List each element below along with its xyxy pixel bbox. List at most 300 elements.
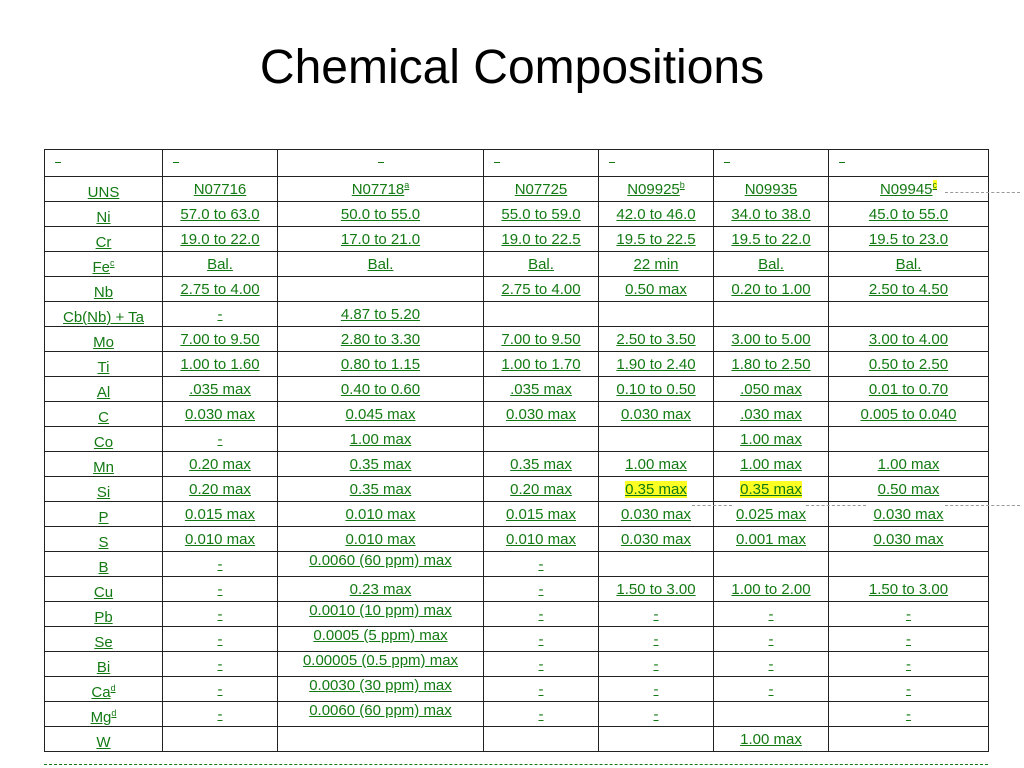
cell-value: 1.90 to 2.40 [616, 355, 696, 373]
cell-value: 1.00 max [740, 730, 802, 748]
element-label: Bi [96, 659, 111, 676]
cell-value: - [768, 655, 774, 673]
value-cell [484, 452, 599, 477]
value-cell [714, 727, 829, 752]
cell-value: 1.00 to 1.70 [501, 355, 581, 373]
cell-value: - [217, 305, 223, 323]
value-cell [829, 577, 989, 602]
element-label-cell [45, 677, 163, 702]
value-cell [599, 602, 714, 627]
value-cell [599, 702, 714, 727]
cell-value: 0.35 max [740, 480, 802, 498]
cell-value: 4.87 to 5.20 [340, 305, 421, 323]
value-cell [829, 452, 989, 477]
column-header-n09925 [599, 177, 714, 202]
column-header-n09945 [829, 177, 989, 202]
cell-value: - [768, 630, 774, 648]
table-row [45, 302, 989, 327]
value-cell [599, 452, 714, 477]
cell-value: 1.00 max [877, 455, 940, 473]
table-row [45, 427, 989, 452]
cell-value: 0.030 max [505, 405, 577, 423]
cell-value: 0.030 max [620, 530, 692, 548]
value-cell [484, 527, 599, 552]
cell-value: - [538, 630, 544, 648]
value-cell [278, 577, 484, 602]
value-cell [278, 627, 484, 652]
element-label-footnote: c [110, 258, 115, 268]
cell-value: 0.23 max [349, 580, 412, 598]
cell-value: 0.030 max [184, 405, 256, 423]
cell-value: - [906, 680, 911, 698]
element-label: Ca [91, 684, 111, 701]
page-title: Chemical Compositions [259, 41, 765, 94]
value-cell [278, 702, 484, 727]
value-cell [599, 377, 714, 402]
cell-value: 0.20 max [189, 480, 251, 498]
element-label: B [98, 559, 109, 576]
value-cell [484, 327, 599, 352]
value-cell [829, 727, 989, 752]
cell-value: - [538, 555, 544, 573]
cell-value: - [653, 680, 659, 698]
cell-value: 34.0 to 38.0 [731, 205, 811, 223]
cell-value: - [217, 605, 223, 623]
value-cell [484, 277, 599, 302]
element-label-cell [45, 302, 163, 327]
value-cell [163, 677, 278, 702]
cell-value: 0.0005 (5 ppm) max [313, 627, 448, 644]
value-cell [829, 702, 989, 727]
value-cell [278, 202, 484, 227]
table-row [45, 352, 989, 377]
value-cell [599, 277, 714, 302]
value-cell [714, 252, 829, 277]
value-cell [714, 702, 829, 727]
value-cell [163, 227, 278, 252]
value-cell [484, 602, 599, 627]
element-label: Si [96, 484, 111, 501]
value-cell [278, 252, 484, 277]
cell-value: 1.00 to 1.60 [180, 355, 260, 373]
value-cell [484, 352, 599, 377]
tracking-dashed-line-si-3 [945, 505, 1020, 506]
element-label: W [96, 734, 111, 751]
element-label: Co [93, 434, 114, 451]
cell-value: 45.0 to 55.0 [868, 205, 949, 223]
element-label: C [98, 409, 109, 426]
value-cell [278, 552, 484, 577]
value-cell [163, 577, 278, 602]
marker-cell [163, 150, 278, 177]
value-cell [714, 602, 829, 627]
cell-value: 22 min [633, 255, 679, 273]
cell-value: - [538, 680, 544, 698]
cell-value: - [768, 680, 774, 698]
value-cell [163, 527, 278, 552]
element-label: Ni [96, 209, 111, 226]
value-cell [278, 477, 484, 502]
table-row [45, 452, 989, 477]
cell-value: 0.030 max [620, 405, 692, 423]
element-label-cell [45, 502, 163, 527]
element-label-cell [45, 227, 163, 252]
value-cell [278, 602, 484, 627]
cell-value: 17.0 to 21.0 [340, 230, 421, 248]
cell-value: 0.35 max [510, 455, 572, 473]
element-label: Mo [93, 334, 114, 351]
value-cell [599, 252, 714, 277]
value-cell [829, 427, 989, 452]
cell-value: 0.20 max [510, 480, 572, 498]
element-label-cell [45, 277, 163, 302]
value-cell [599, 527, 714, 552]
dash-mark [609, 161, 615, 163]
value-cell [599, 577, 714, 602]
element-label: Ti [97, 359, 110, 376]
column-header-n07716 [163, 177, 278, 202]
element-label-cell [45, 477, 163, 502]
table-row [45, 477, 989, 502]
element-label-cell [45, 452, 163, 477]
value-cell [714, 652, 829, 677]
value-cell [278, 352, 484, 377]
dash-mark [494, 161, 500, 163]
element-label: P [98, 509, 109, 526]
element-label: Mg [90, 709, 112, 726]
value-cell [599, 352, 714, 377]
column-header-text-footnote: b [679, 180, 685, 190]
header-label-cell [45, 177, 163, 202]
table-row [45, 602, 989, 627]
cell-value: 0.045 max [345, 405, 416, 423]
cell-value: 1.00 max [740, 430, 802, 448]
cell-value: 50.0 to 55.0 [340, 205, 421, 223]
cell-value: 1.80 to 2.50 [731, 355, 811, 373]
value-cell [829, 627, 989, 652]
value-cell [163, 402, 278, 427]
dash-mark [173, 161, 179, 163]
value-cell [484, 477, 599, 502]
value-cell [829, 327, 989, 352]
cell-value: 0.0060 (60 ppm) max [309, 552, 452, 569]
cell-value: 0.20 to 1.00 [731, 280, 811, 298]
value-cell [829, 652, 989, 677]
cell-value: - [538, 655, 544, 673]
element-label: Cu [93, 584, 114, 601]
table-row [45, 552, 989, 577]
marker-cell [714, 150, 829, 177]
cell-value: 1.00 to 2.00 [731, 580, 811, 598]
element-label-cell [45, 702, 163, 727]
cell-value: 1.50 to 3.00 [616, 580, 696, 598]
value-cell [484, 702, 599, 727]
value-cell [163, 627, 278, 652]
cell-value: 0.005 to 0.040 [860, 405, 957, 423]
element-label-cell [45, 327, 163, 352]
cell-value: 0.010 max [184, 530, 256, 548]
cell-value: 19.0 to 22.0 [180, 230, 260, 248]
value-cell [714, 377, 829, 402]
value-cell [714, 227, 829, 252]
cell-value: - [538, 580, 544, 598]
value-cell [163, 452, 278, 477]
value-cell [829, 402, 989, 427]
cell-value: - [906, 655, 911, 673]
value-cell [163, 277, 278, 302]
value-cell [163, 202, 278, 227]
cell-value: - [653, 705, 659, 723]
value-cell [714, 202, 829, 227]
cell-value: 0.0030 (30 ppm) max [309, 677, 452, 694]
column-header-text: N07718 [351, 181, 405, 198]
table-row [45, 652, 989, 677]
cell-value: Bal. [367, 255, 394, 273]
value-cell [484, 552, 599, 577]
value-cell [484, 427, 599, 452]
cell-value: Bal. [895, 255, 922, 273]
element-label: Se [94, 634, 113, 651]
cell-value: 0.50 to 2.50 [868, 355, 949, 373]
column-header-text: N07725 [514, 180, 568, 198]
cell-value: 0.50 max [877, 480, 940, 498]
cell-value: 19.5 to 22.5 [616, 230, 696, 248]
element-label-cell [45, 527, 163, 552]
cell-value: 1.50 to 3.00 [868, 580, 949, 598]
value-cell [599, 477, 714, 502]
element-label-cell [45, 352, 163, 377]
tracking-dashed-line-header [945, 192, 1020, 193]
value-cell [829, 677, 989, 702]
column-header-n07718 [278, 177, 484, 202]
cell-value: 55.0 to 59.0 [501, 205, 581, 223]
cell-value: 2.75 to 4.00 [501, 280, 581, 298]
cell-value: 0.010 max [345, 505, 416, 523]
cell-value: .035 max [189, 380, 251, 398]
element-label: Mn [93, 459, 114, 476]
value-cell [484, 302, 599, 327]
cell-value: 2.75 to 4.00 [180, 280, 260, 298]
column-header-text: N09945 [879, 181, 933, 198]
element-label-cell [45, 402, 163, 427]
cell-value: 2.50 to 4.50 [868, 280, 949, 298]
cell-value: 0.00005 (0.5 ppm) max [302, 652, 459, 669]
column-header-n07725 [484, 177, 599, 202]
element-label: Nb [93, 284, 114, 301]
element-label: Pb [94, 609, 113, 626]
value-cell [484, 202, 599, 227]
cell-value: 0.0060 (60 ppm) max [309, 702, 452, 719]
value-cell [829, 527, 989, 552]
value-cell [829, 277, 989, 302]
value-cell [163, 327, 278, 352]
cell-value: 0.0010 (10 ppm) max [309, 602, 452, 619]
value-cell [278, 327, 484, 352]
cell-value: .030 max [740, 405, 802, 423]
value-cell [278, 677, 484, 702]
value-cell [163, 377, 278, 402]
cell-value: - [906, 705, 911, 723]
cell-value: 2.50 to 3.50 [616, 330, 696, 348]
element-label-cell [45, 577, 163, 602]
column-header-text-footnote: c [932, 180, 938, 190]
cell-value: 57.0 to 63.0 [180, 205, 260, 223]
value-cell [278, 227, 484, 252]
value-cell [714, 552, 829, 577]
table-row [45, 377, 989, 402]
value-cell [484, 727, 599, 752]
value-cell [278, 502, 484, 527]
table-row [45, 527, 989, 552]
element-label: Fe [92, 259, 110, 276]
table-row [45, 727, 989, 752]
bottom-dashed-line [44, 764, 988, 765]
cell-value: .050 max [740, 380, 802, 398]
value-cell [829, 302, 989, 327]
table-row [45, 252, 989, 277]
value-cell [278, 452, 484, 477]
cell-value: - [538, 605, 544, 623]
cell-value: 0.01 to 0.70 [868, 380, 949, 398]
element-label-cell [45, 602, 163, 627]
element-label-cell [45, 377, 163, 402]
value-cell [714, 477, 829, 502]
table-row [45, 202, 989, 227]
value-cell [714, 352, 829, 377]
cell-value: 19.5 to 22.0 [731, 230, 811, 248]
cell-value: 1.00 max [740, 455, 802, 473]
composition-table [44, 149, 989, 752]
cell-value: 0.35 max [349, 455, 412, 473]
element-label: Cr [95, 234, 112, 251]
column-header-n09935 [714, 177, 829, 202]
value-cell [484, 227, 599, 252]
table-header-row [45, 177, 989, 202]
table-marker-row [45, 150, 989, 177]
value-cell [599, 227, 714, 252]
column-header-text: N07716 [193, 180, 247, 198]
value-cell [714, 452, 829, 477]
value-cell [278, 402, 484, 427]
cell-value: - [653, 605, 659, 623]
value-cell [714, 677, 829, 702]
element-label-cell [45, 727, 163, 752]
cell-value: - [217, 580, 223, 598]
value-cell [829, 602, 989, 627]
cell-value: Bal. [528, 255, 554, 273]
element-label-cell [45, 627, 163, 652]
cell-value: - [906, 630, 911, 648]
cell-value: 0.030 max [873, 530, 944, 548]
value-cell [714, 277, 829, 302]
dash-mark [839, 161, 845, 163]
value-cell [484, 677, 599, 702]
value-cell [599, 427, 714, 452]
dash-mark [724, 161, 730, 163]
cell-value: - [538, 705, 544, 723]
element-label-cell [45, 202, 163, 227]
value-cell [163, 652, 278, 677]
column-header-text: N09925 [627, 181, 680, 198]
cell-value: 0.030 max [620, 505, 692, 523]
value-cell [163, 727, 278, 752]
cell-value: 0.010 max [505, 530, 577, 548]
value-cell [484, 652, 599, 677]
cell-value: 7.00 to 9.50 [180, 330, 260, 348]
element-label-cell [45, 552, 163, 577]
value-cell [163, 252, 278, 277]
dash-mark [378, 161, 384, 163]
marker-cell [278, 150, 484, 177]
value-cell [163, 427, 278, 452]
cell-value: 0.025 max [735, 505, 807, 523]
value-cell [599, 552, 714, 577]
cell-value: - [217, 705, 223, 723]
cell-value: 19.5 to 23.0 [868, 230, 949, 248]
cell-value: 0.35 max [625, 480, 687, 498]
value-cell [163, 302, 278, 327]
value-cell [484, 627, 599, 652]
cell-value: 1.00 max [625, 455, 687, 473]
value-cell [163, 702, 278, 727]
cell-value: 0.010 max [345, 530, 416, 548]
value-cell [829, 377, 989, 402]
value-cell [599, 302, 714, 327]
table-row [45, 402, 989, 427]
table-row [45, 577, 989, 602]
element-label: Al [96, 384, 111, 401]
value-cell [278, 377, 484, 402]
value-cell [163, 602, 278, 627]
marker-cell [45, 150, 163, 177]
value-cell [278, 727, 484, 752]
value-cell [829, 552, 989, 577]
cell-value: 0.001 max [735, 530, 807, 548]
cell-value: - [653, 630, 659, 648]
value-cell [278, 527, 484, 552]
value-cell [829, 477, 989, 502]
value-cell [163, 352, 278, 377]
value-cell [599, 627, 714, 652]
cell-value: - [217, 555, 223, 573]
table-row [45, 227, 989, 252]
value-cell [278, 427, 484, 452]
cell-value: 2.80 to 3.30 [340, 330, 421, 348]
element-label-cell [45, 652, 163, 677]
element-label: S [98, 534, 109, 551]
element-label: Cb(Nb) + Ta [62, 309, 144, 326]
table-row [45, 277, 989, 302]
value-cell [163, 477, 278, 502]
value-cell [484, 252, 599, 277]
cell-value: 0.40 to 0.60 [340, 380, 421, 398]
value-cell [599, 652, 714, 677]
table-row [45, 327, 989, 352]
value-cell [163, 552, 278, 577]
uns-label: UNS [87, 184, 120, 201]
cell-value: Bal. [207, 255, 233, 273]
value-cell [714, 302, 829, 327]
value-cell [599, 327, 714, 352]
value-cell [278, 302, 484, 327]
value-cell [714, 327, 829, 352]
marker-cell [829, 150, 989, 177]
value-cell [714, 402, 829, 427]
cell-value: 7.00 to 9.50 [501, 330, 581, 348]
value-cell [484, 402, 599, 427]
value-cell [278, 277, 484, 302]
table-row [45, 702, 989, 727]
